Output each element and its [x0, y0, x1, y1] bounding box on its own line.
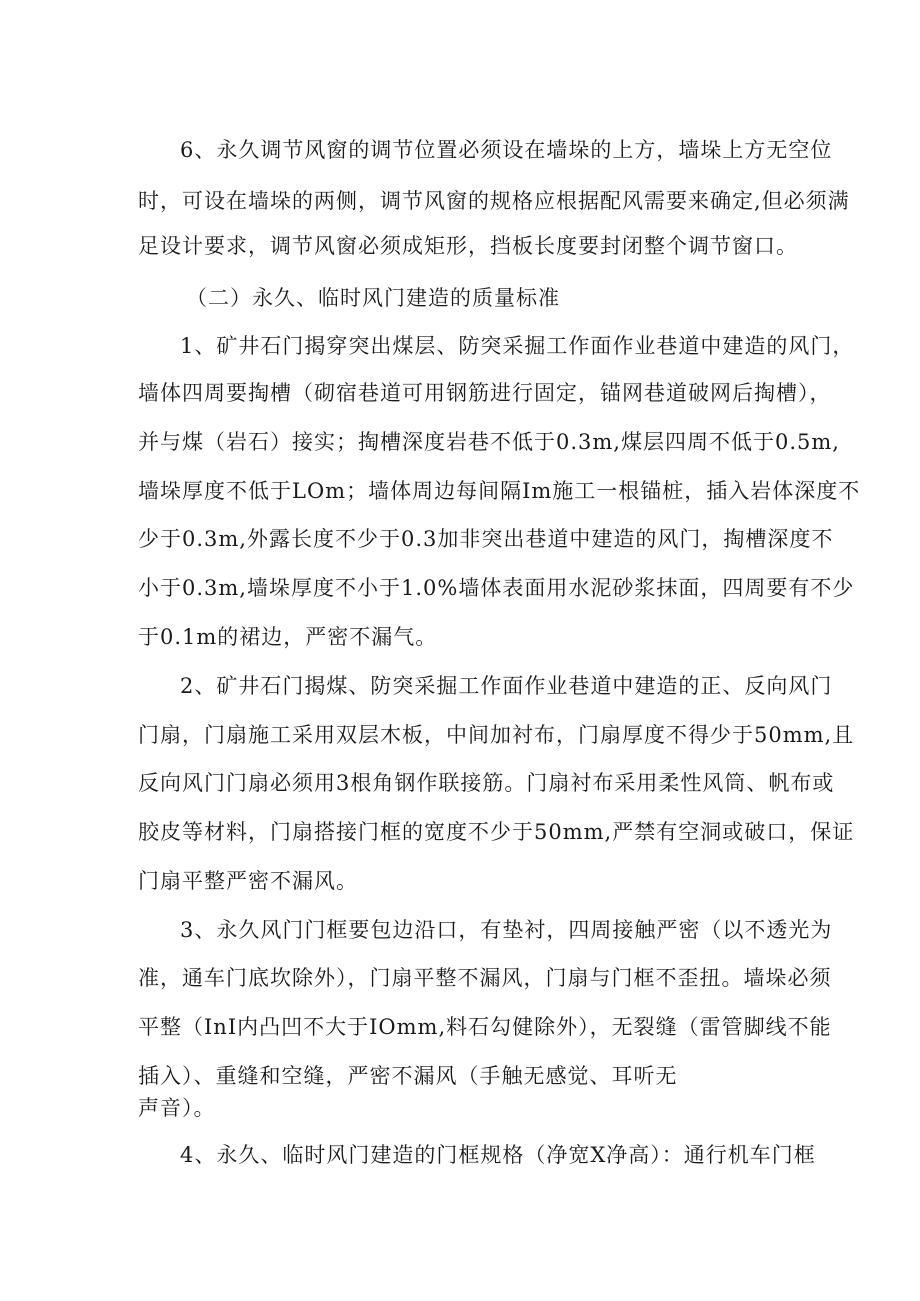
paragraph-1-line-1: 1、矿井石门揭穿突出煤层、防突采掘工作面作业巷道中建造的风门，	[180, 334, 855, 358]
paragraph-2-line-2: 门扇，门扇施工采用双层木板，中间加衬布，门扇厚度不得少于50mm,且	[138, 723, 855, 747]
paragraph-3-line-5: 声音）。	[138, 1096, 216, 1120]
paragraph-4-line-1: 4、永久、临时风门建造的门框规格（净宽X净高）：通行机车门框	[180, 1143, 816, 1167]
paragraph-1-line-4: 墙垛厚度不低于LOm；墙体周边每间隔Im施工一根锚桩，插入岩体深度不	[138, 479, 861, 503]
paragraph-2-line-4: 胶皮等材料，门扇搭接门框的宽度不少于50mm,严禁有空洞或破口，保证	[138, 820, 855, 844]
paragraph-3-line-4: 插入）、重缝和空缝，严密不漏风（手触无感觉、耳听无	[138, 1064, 678, 1088]
paragraph-2-line-3: 反向风门门扇必须用3根角钢作联接筋。门扇衬布采用柔性风筒、帆布或	[138, 771, 835, 795]
paragraph-3-line-3: 平整（InI内凸凹不大于IOmm,料石勾健除外），无裂缝（雷管脚线不能	[138, 1015, 832, 1039]
paragraph-3-line-1: 3、永久风门门框要包边沿口，有垫衬，四周接触严密（以不透光为	[180, 918, 833, 942]
paragraph-6-line-3: 足设计要求，调节风窗必须成矩形，挡板长度要封闭整个调节窗口。	[138, 234, 798, 258]
paragraph-6-line-1: 6、永久调节风窗的调节位置必须设在墙垛的上方，墙垛上方无空位	[180, 138, 833, 162]
paragraph-1-line-7: 于0.1m的裙边，严密不漏气。	[138, 625, 438, 649]
paragraph-1-line-2: 墙体四周要掏槽（砌宿巷道可用钢筋进行固定，锚网巷道破网后掏槽），	[138, 381, 832, 405]
paragraph-1-line-5: 少于0.3m,外露长度不少于0.3加非突出巷道中建造的风门，掏槽深度不	[138, 527, 834, 551]
paragraph-1-line-3: 并与煤（岩石）接实；掏槽深度岩巷不低于0.3m,煤层四周不低于0.5m,	[138, 430, 840, 454]
paragraph-3-line-2: 准，通车门底坎除外），门扇平整不漏风，门扇与门框不歪扭。墙垛必须	[138, 966, 832, 990]
paragraph-6-line-2: 时，可设在墙垛的两侧，调节风窗的规格应根据配风需要来确定,但必须满	[138, 189, 850, 213]
paragraph-2-line-5: 门扇平整严密不漏风。	[138, 869, 358, 893]
section-heading: （二）永久、临时风门建造的质量标准	[186, 286, 560, 310]
paragraph-2-line-1: 2、矿井石门揭煤、防突采掘工作面作业巷道中建造的正、反向风门	[180, 674, 833, 698]
paragraph-1-line-6: 小于0.3m,墙垛厚度不小于1.0%墙体表面用水泥砂浆抹面，四周要有不少	[138, 576, 855, 600]
